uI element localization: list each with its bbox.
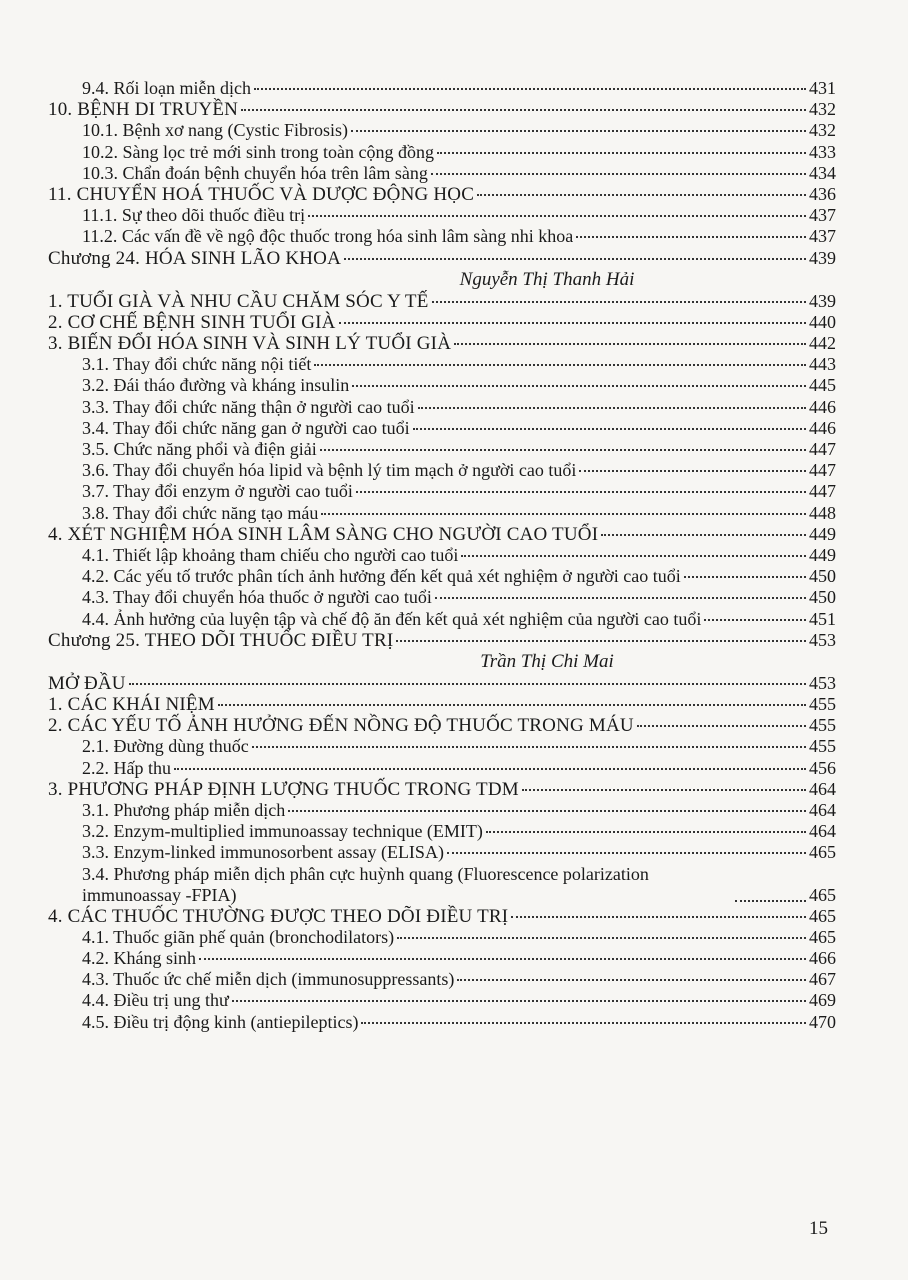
dot-leader bbox=[447, 852, 806, 854]
toc-entry-title: 3.3. Enzym-linked immunosorbent assay (ELISA) bbox=[82, 842, 444, 863]
toc-section-entry[interactable] bbox=[48, 99, 836, 120]
toc-entry-title: 3.3. Thay đổi chức năng thận ở người cao tuổi bbox=[82, 396, 415, 417]
dot-leader bbox=[199, 958, 806, 960]
dot-leader bbox=[218, 704, 806, 706]
table-of-contents bbox=[48, 78, 836, 1033]
toc-subsection-entry[interactable] bbox=[48, 948, 836, 969]
toc-subsection-entry[interactable] bbox=[48, 460, 836, 481]
toc-entry-title: 3.7. Thay đổi enzym ở người cao tuổi bbox=[82, 481, 353, 502]
dot-leader bbox=[431, 173, 806, 175]
toc-subsection-entry[interactable] bbox=[48, 842, 836, 863]
toc-page-number: 445 bbox=[809, 375, 836, 396]
toc-entry-title: 3.1. Thay đổi chức năng nội tiết bbox=[82, 354, 312, 375]
dot-leader bbox=[254, 88, 806, 90]
chapter-author: Nguyễn Thị Thanh Hải bbox=[459, 268, 635, 290]
toc-page-number: 442 bbox=[809, 333, 836, 354]
toc-subsection-entry[interactable] bbox=[48, 566, 836, 587]
dot-leader bbox=[576, 236, 806, 238]
dot-leader bbox=[320, 449, 806, 451]
toc-page-number: 450 bbox=[809, 566, 836, 587]
toc-page-number: 465 bbox=[809, 842, 836, 863]
toc-entry-title: 3.2. Đái tháo đường và kháng insulin bbox=[82, 375, 350, 396]
toc-chapter-entry[interactable] bbox=[48, 248, 836, 269]
dot-leader bbox=[637, 725, 806, 727]
toc-section-entry[interactable] bbox=[48, 524, 836, 545]
toc-section-entry[interactable] bbox=[48, 906, 836, 927]
toc-page-number: 447 bbox=[809, 481, 836, 502]
toc-page-number: 470 bbox=[809, 1011, 836, 1032]
toc-subsection-entry[interactable] bbox=[48, 1012, 836, 1033]
toc-subsection-entry[interactable] bbox=[48, 927, 836, 948]
toc-page-number: 436 bbox=[809, 183, 836, 204]
toc-entry-title: 3.4. Thay đổi chức năng gan ở người cao tuổi bbox=[82, 417, 410, 438]
dot-leader bbox=[461, 555, 806, 557]
toc-page-number: 465 bbox=[809, 884, 836, 905]
toc-subsection-entry[interactable] bbox=[48, 375, 836, 396]
toc-entry-title: 4. CÁC THUỐC THƯỜNG ĐƯỢC THEO DÕI ĐIỀU TRỊ bbox=[48, 905, 509, 927]
dot-leader bbox=[704, 619, 806, 621]
toc-section-entry[interactable] bbox=[48, 312, 836, 333]
toc-page-number: 431 bbox=[809, 78, 836, 98]
toc-entry-title: 10.2. Sàng lọc trẻ mới sinh trong toàn cộng đồng bbox=[82, 141, 434, 162]
toc-entry-title: 3. PHƯƠNG PHÁP ĐỊNH LƯỢNG THUỐC TRONG TDM bbox=[48, 778, 519, 800]
dot-leader bbox=[432, 301, 806, 303]
toc-entry-title: 3.1. Phương pháp miễn dịch bbox=[82, 800, 286, 820]
toc-page-number: 455 bbox=[809, 715, 836, 736]
toc-page-number: 443 bbox=[809, 354, 836, 375]
toc-page-number: 453 bbox=[809, 629, 836, 650]
toc-page-number: 447 bbox=[809, 460, 836, 481]
toc-entry-title: 4.4. Điều trị ung thư bbox=[82, 990, 229, 1011]
toc-section-entry[interactable] bbox=[48, 184, 836, 205]
toc-entry-title: Chương 24. HÓA SINH LÃO KHOA bbox=[48, 247, 342, 269]
dot-leader bbox=[396, 640, 806, 642]
dot-leader bbox=[684, 576, 806, 578]
toc-section-entry[interactable] bbox=[48, 333, 836, 354]
toc-page-number: 465 bbox=[809, 926, 836, 947]
toc-entry-title: 4.4. Ảnh hưởng của luyện tập và chế độ ăn đến kết quả xét nghiệm của người cao tuổi bbox=[82, 608, 702, 629]
toc-subsection-entry[interactable] bbox=[48, 163, 836, 184]
toc-subsection-entry[interactable] bbox=[48, 439, 836, 460]
toc-page-number: 451 bbox=[809, 608, 836, 629]
page-number: 15 bbox=[809, 1218, 828, 1239]
toc-chapter-entry[interactable] bbox=[48, 630, 836, 651]
toc-page-number: 465 bbox=[809, 905, 836, 926]
dot-leader bbox=[435, 597, 806, 599]
toc-entry-title: 10.3. Chẩn đoán bệnh chuyển hóa trên lâm sàng bbox=[82, 162, 428, 183]
dot-leader bbox=[344, 258, 806, 260]
dot-leader bbox=[356, 491, 806, 493]
toc-section-entry[interactable] bbox=[48, 673, 836, 694]
toc-entry-title: 11.1. Sự theo dõi thuốc điều trị bbox=[82, 205, 306, 226]
toc-entry-title: 9.4. Rối loạn miễn dịch bbox=[82, 78, 251, 98]
toc-page-number: 449 bbox=[809, 544, 836, 565]
toc-section-entry[interactable] bbox=[48, 291, 836, 312]
toc-page-number: 456 bbox=[809, 757, 836, 778]
toc-entry-title: 2.1. Đường dùng thuốc bbox=[82, 736, 249, 757]
toc-section-entry[interactable] bbox=[48, 715, 836, 736]
dot-leader bbox=[308, 215, 806, 217]
toc-subsection-entry[interactable] bbox=[48, 142, 836, 163]
dot-leader bbox=[522, 789, 806, 791]
toc-page-number: 449 bbox=[809, 523, 836, 544]
toc-subsection-entry[interactable] bbox=[48, 609, 836, 630]
dot-leader bbox=[314, 364, 806, 366]
toc-entry-title: 10.1. Bệnh xơ nang (Cystic Fibrosis) bbox=[82, 120, 349, 141]
toc-entry-title: MỞ ĐẦU bbox=[48, 672, 126, 694]
toc-page-number: 450 bbox=[809, 587, 836, 608]
dot-leader bbox=[735, 900, 806, 902]
toc-page-number: 439 bbox=[809, 247, 836, 268]
toc-page-number: 432 bbox=[809, 99, 836, 120]
chapter-author: Trần Thị Chi Mai bbox=[480, 650, 614, 672]
toc-entry-title: 4.1. Thuốc giãn phế quản (bronchodilators) bbox=[82, 926, 395, 947]
toc-page-number: 464 bbox=[809, 778, 836, 799]
toc-subsection-entry[interactable] bbox=[48, 545, 836, 566]
toc-entry-title: 3.6. Thay đổi chuyển hóa lipid và bệnh lý tim mạch ở người cao tuổi bbox=[82, 460, 577, 481]
toc-entry-title: 3. BIẾN ĐỔI HÓA SINH VÀ SINH LÝ TUỔI GIÀ bbox=[48, 333, 452, 355]
toc-entry-title: 1. CÁC KHÁI NIỆM bbox=[48, 694, 215, 716]
toc-entry-title: 3.2. Enzym-multiplied immunoassay technique (EMIT) bbox=[82, 821, 483, 842]
dot-leader bbox=[477, 194, 806, 196]
toc-subsection-entry[interactable] bbox=[48, 736, 836, 757]
toc-entry-title: 4. XÉT NGHIỆM HÓA SINH LÂM SÀNG CHO NGƯỜI CAO TUỔI bbox=[48, 523, 599, 545]
toc-entry-title: 10. BỆNH DI TRUYỀN bbox=[48, 99, 239, 121]
toc-page-number: 455 bbox=[809, 694, 836, 715]
toc-subsection-entry[interactable] bbox=[48, 758, 836, 779]
toc-page-number: 439 bbox=[809, 290, 836, 311]
toc-page-number: 447 bbox=[809, 439, 836, 459]
toc-page-number: 466 bbox=[809, 947, 836, 968]
dot-leader bbox=[511, 916, 806, 918]
toc-page-number: 453 bbox=[809, 672, 836, 693]
toc-subsection-entry[interactable] bbox=[48, 821, 836, 842]
toc-entry-title: 4.2. Các yếu tố trước phân tích ảnh hưởng đến kết quả xét nghiệm ở người cao tuổi bbox=[82, 566, 681, 587]
toc-page-number: 469 bbox=[809, 990, 836, 1011]
toc-section-entry[interactable] bbox=[48, 694, 836, 715]
toc-page-number: 467 bbox=[809, 969, 836, 990]
dot-leader bbox=[457, 979, 806, 981]
toc-page-number: 464 bbox=[809, 821, 836, 842]
toc-subsection-entry[interactable] bbox=[48, 864, 836, 906]
dot-leader bbox=[241, 109, 806, 111]
toc-entry-title: 3.4. Phương pháp miễn dịch phân cực huỳnh quang (Fluorescence polarization immunoassay -FPIA) bbox=[82, 863, 649, 905]
toc-page-number: 455 bbox=[809, 736, 836, 757]
dot-leader bbox=[454, 343, 806, 345]
toc-subsection-entry[interactable] bbox=[48, 481, 836, 502]
toc-entry-title: 4.1. Thiết lập khoảng tham chiếu cho người cao tuổi bbox=[82, 544, 459, 565]
toc-subsection-entry[interactable] bbox=[48, 587, 836, 608]
dot-leader bbox=[129, 683, 806, 685]
dot-leader bbox=[601, 534, 806, 536]
toc-subsection-entry[interactable] bbox=[48, 226, 836, 247]
toc-page-number: 434 bbox=[809, 162, 836, 183]
toc-entry-title: 11. CHUYỂN HOÁ THUỐC VÀ DƯỢC ĐỘNG HỌC bbox=[48, 183, 475, 205]
dot-leader bbox=[437, 152, 806, 154]
dot-leader bbox=[397, 937, 806, 939]
toc-entry-title: 4.5. Điều trị động kinh (antiepileptics) bbox=[82, 1011, 359, 1032]
dot-leader bbox=[352, 385, 806, 387]
toc-page-number: 448 bbox=[809, 502, 836, 523]
toc-subsection-entry[interactable] bbox=[48, 969, 836, 990]
toc-page-number: 464 bbox=[809, 800, 836, 820]
toc-section-entry[interactable] bbox=[48, 779, 836, 800]
dot-leader bbox=[288, 810, 806, 812]
toc-subsection-entry[interactable] bbox=[48, 78, 836, 99]
toc-entry-title: 2. CƠ CHẾ BỆNH SINH TUỔI GIÀ bbox=[48, 311, 336, 333]
dot-leader bbox=[486, 831, 806, 833]
toc-entry-title: Chương 25. THEO DÕI THUỐC ĐIỀU TRỊ bbox=[48, 629, 394, 651]
dot-leader bbox=[418, 407, 806, 409]
toc-entry-title: 4.2. Kháng sinh bbox=[82, 947, 196, 968]
toc-page-number: 437 bbox=[809, 226, 836, 247]
toc-entry-title: 4.3. Thuốc ức chế miễn dịch (immunosuppressants) bbox=[82, 969, 455, 990]
toc-entry-title: 2. CÁC YẾU TỐ ẢNH HƯỞNG ĐẾN NỒNG ĐỘ THUỐC TRONG MÁU bbox=[48, 715, 634, 737]
toc-entry-title: 1. TUỔI GIÀ VÀ NHU CẦU CHĂM SÓC Y TẾ bbox=[48, 290, 429, 312]
dot-leader bbox=[339, 322, 806, 324]
toc-entry-title: 11.2. Các vấn đề về ngộ độc thuốc trong hóa sinh lâm sàng nhi khoa bbox=[82, 226, 574, 247]
toc-entry-title: 3.5. Chức năng phổi và điện giải bbox=[82, 439, 317, 459]
toc-subsection-entry[interactable] bbox=[48, 503, 836, 524]
toc-subsection-entry[interactable] bbox=[48, 120, 836, 141]
dot-leader bbox=[321, 513, 806, 515]
toc-page-number: 446 bbox=[809, 396, 836, 417]
toc-entry-title: 2.2. Hấp thu bbox=[82, 757, 171, 778]
dot-leader bbox=[252, 746, 806, 748]
dot-leader bbox=[232, 1000, 806, 1002]
toc-page-number: 432 bbox=[809, 120, 836, 141]
dot-leader bbox=[361, 1022, 806, 1024]
dot-leader bbox=[413, 428, 806, 430]
toc-subsection-entry[interactable] bbox=[48, 205, 836, 226]
dot-leader bbox=[351, 130, 806, 132]
toc-page-number: 446 bbox=[809, 417, 836, 438]
toc-page-number: 433 bbox=[809, 141, 836, 162]
toc-subsection-entry[interactable] bbox=[48, 397, 836, 418]
toc-page-number: 440 bbox=[809, 311, 836, 332]
toc-subsection-entry[interactable] bbox=[48, 990, 836, 1011]
toc-subsection-entry[interactable] bbox=[48, 354, 836, 375]
toc-subsection-entry[interactable] bbox=[48, 418, 836, 439]
toc-page-number: 437 bbox=[809, 205, 836, 226]
dot-leader bbox=[174, 768, 806, 770]
toc-entry-title: 3.8. Thay đổi chức năng tạo máu bbox=[82, 502, 319, 523]
toc-entry-title: 4.3. Thay đổi chuyển hóa thuốc ở người cao tuổi bbox=[82, 587, 432, 608]
dot-leader bbox=[579, 470, 806, 472]
toc-subsection-entry[interactable] bbox=[48, 800, 836, 821]
